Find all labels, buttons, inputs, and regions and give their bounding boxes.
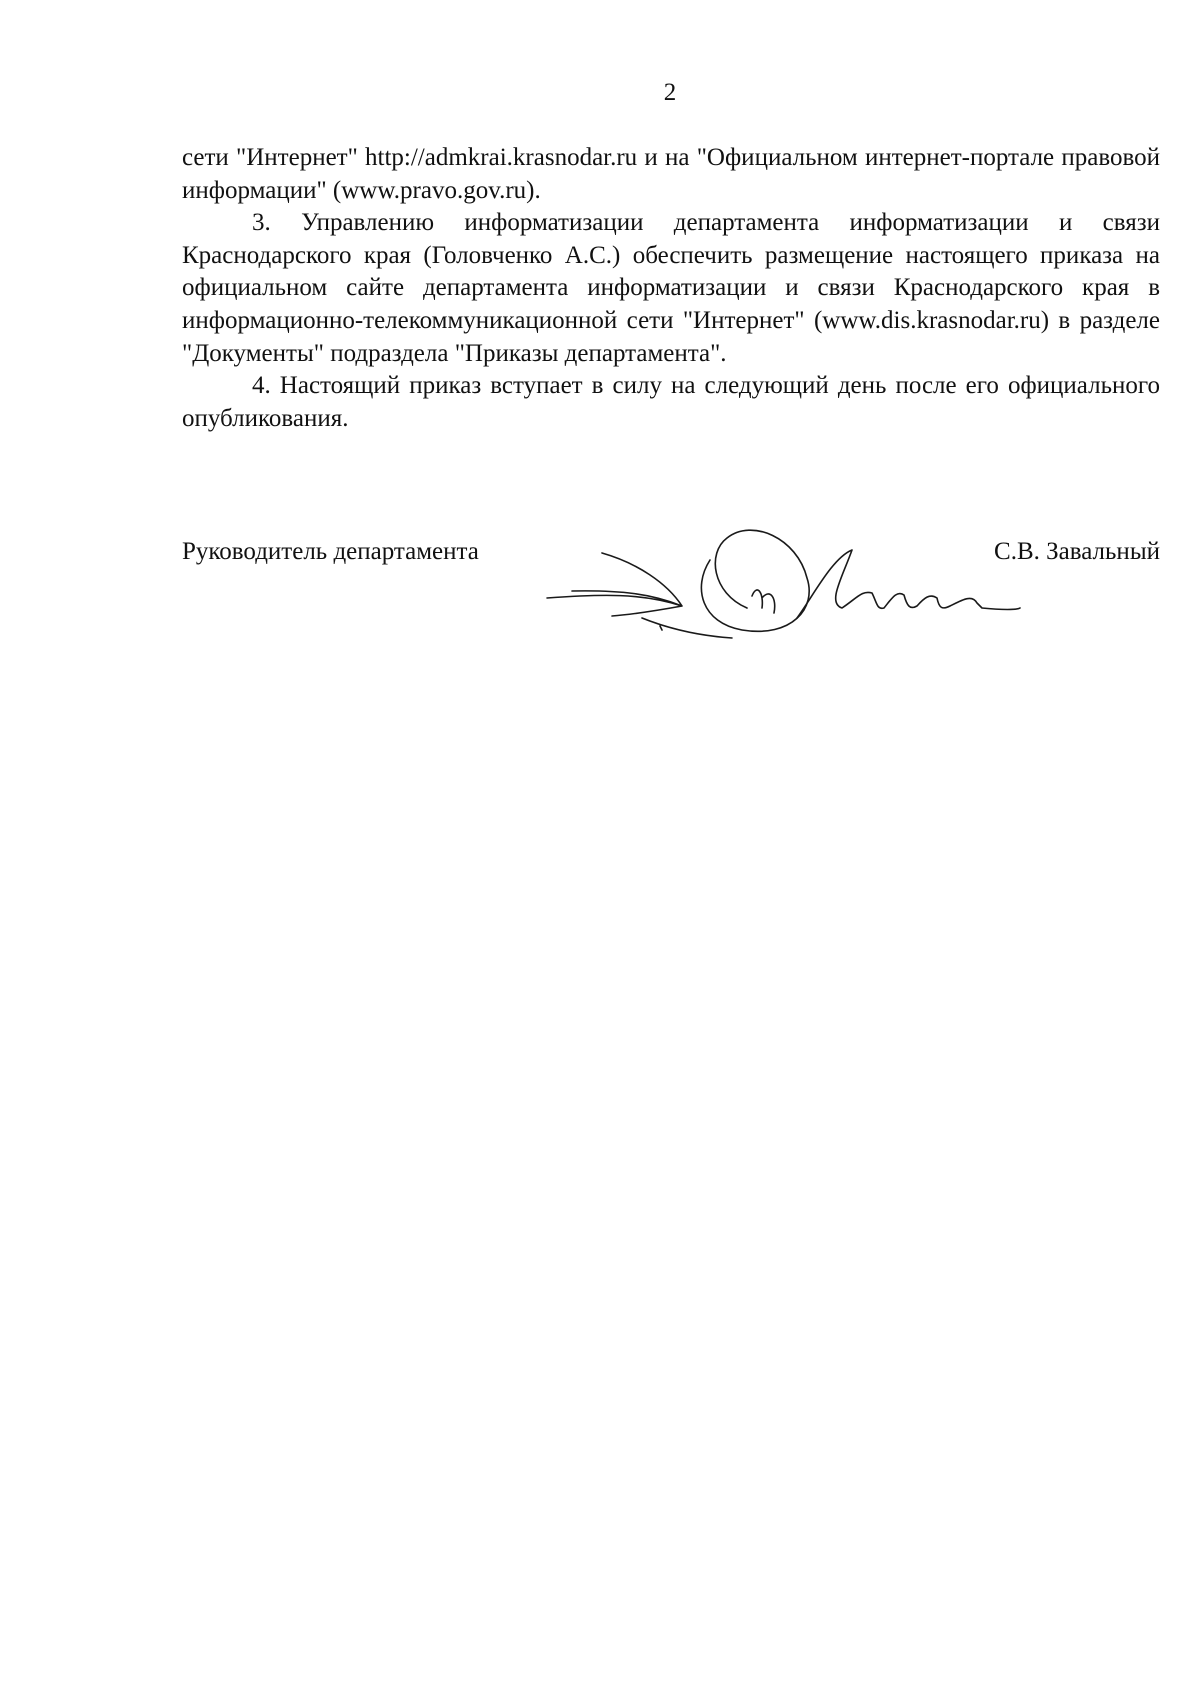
- handwritten-signature: [542, 498, 1022, 648]
- signature-stroke-flourish: [797, 550, 1020, 618]
- paragraph-item-4: 4. Настоящий приказ вступает в силу на следующий день после его официального опубликования.: [182, 372, 1160, 432]
- signatory-title: Руководитель департамента: [182, 538, 479, 565]
- signature-stroke-letter: [752, 590, 775, 613]
- signature-block: [182, 536, 1160, 646]
- signatory-name: С.В. Завальный: [994, 538, 1160, 565]
- signature-stroke-arrow: [547, 553, 682, 616]
- paragraph-item-3: 3. Управлению информатизации департамента информатизации и связи Краснодарского края (Головченко А.С.) обеспечить размещение настоящего приказа на официальном сайте департамента информатизации и связи Краснодарского края в информационно-телекоммуникационной сети "Интернет" (www.dis.krasnodar.ru) в разделе "Документы" подраздела "Приказы департамента".: [182, 209, 1160, 367]
- page-number: 2: [663, 79, 677, 106]
- signature-stroke-loop: [701, 530, 809, 631]
- paragraph-continuation: сети "Интернет" http://admkrai.krasnodar.ru и на "Официальном интернет-портале правовой информации" (www.pravo.gov.ru).: [182, 144, 1160, 204]
- document-body: [182, 142, 1160, 435]
